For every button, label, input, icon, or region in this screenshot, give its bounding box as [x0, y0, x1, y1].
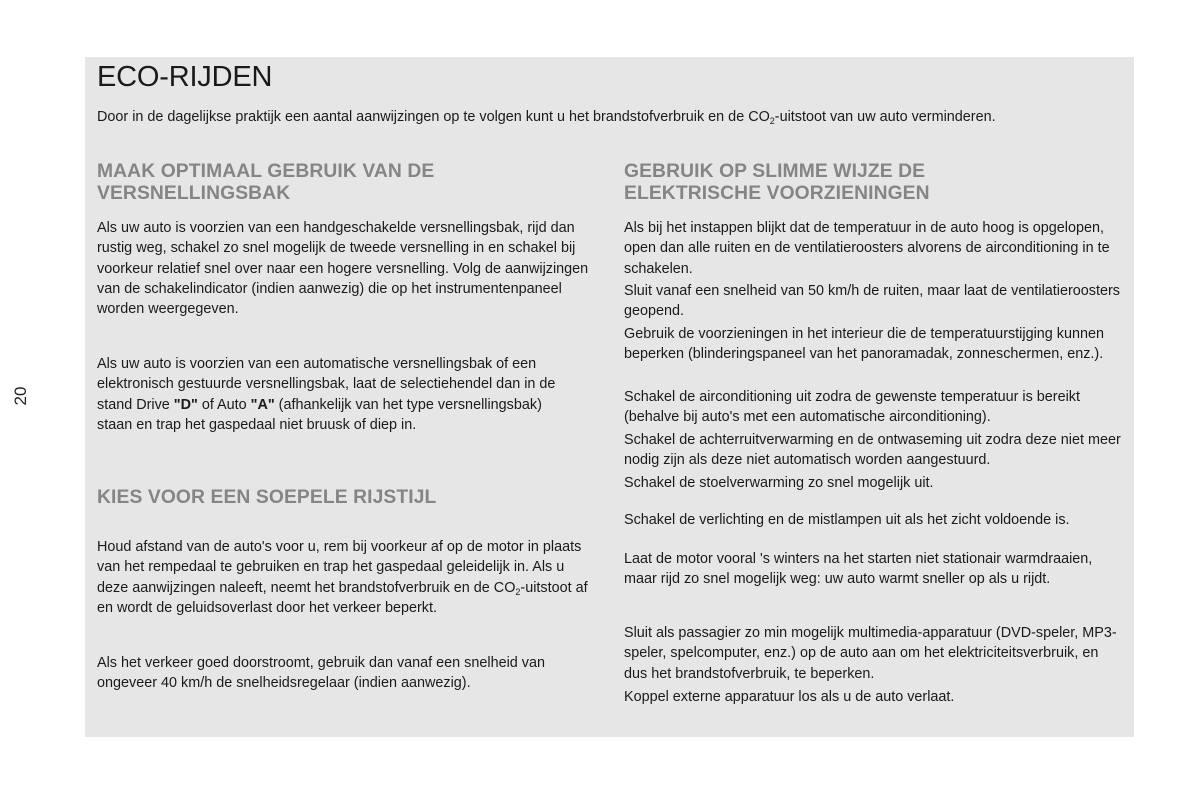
intro-text	[97, 107, 996, 127]
para2-c: of Auto	[197, 396, 251, 413]
paragraph-cruise-control: Als het verkeer goed doorstroomt, gebruik dan vanaf een snelheid van ongeveer 40 km/h de snelheidsregelaar (indien aanwezig).	[97, 655, 545, 692]
intro-text-start: Door in de dagelijkse praktijk een aantal aanwijzingen op te volgen kunt u het brandstofverbruik en de CO	[97, 109, 770, 125]
para2-e: (afhankelijk van het type versnellingsbak) staan en trap het gaspedaal niet bruusk of diep in.	[97, 396, 542, 433]
paragraph-rear-heating: Schakel de achterruitverwarming en de ontwaseming uit zodra deze niet meer nodig zijn als deze niet automatisch worden aangestuurd.	[624, 432, 1121, 469]
paragraph-close-windows: Sluit vanaf een snelheid van 50 km/h de ruiten, maar laat de ventilatieroosters geopend.	[624, 283, 1120, 320]
heading-gearbox: MAAK OPTIMAAL GEBRUIK VAN DE VERSNELLINGSBAK	[97, 161, 435, 204]
intro-text-end: -uitstoot van uw auto verminderen.	[774, 109, 996, 125]
paragraph-manual-gearbox: Als uw auto is voorzien van een handgeschakelde versnellingsbak, rijd dan rustig weg, schakel zo snel mogelijk de tweede versnelling in en schakel bij voorkeur relatief snel over naar een hogere versnelling. Volg de aanwijzingen van de schakelindicator (indien aanwezig) die op het instrumentenpaneel worden weergegeven.	[97, 220, 589, 318]
page-title: ECO-RIJDEN	[97, 61, 273, 93]
auto-mode-a: "A"	[250, 396, 275, 413]
drive-mode-d: "D"	[173, 396, 198, 413]
para3-start: Houd afstand van de auto's voor u, rem bij voorkeur af op de motor in plaats van het rempedaal te gebruiken en trap het gaspedaal geleidelijk in. Als u deze aanwijzingen naleeft, neemt het brandstofverbruik en de CO	[97, 539, 582, 596]
heading-electrical: GEBRUIK OP SLIMME WIJZE DE ELEKTRISCHE VOORZIENINGEN	[624, 161, 930, 204]
paragraph-distance	[97, 537, 590, 618]
page-number: 20	[11, 386, 30, 406]
para3-end: -uitstoot af en wordt de geluidsoverlast door het verkeer beperkt.	[97, 579, 588, 616]
paragraph-automatic-gearbox	[97, 354, 579, 435]
paragraph-airco-off: Schakel de airconditioning uit zodra de gewenste temperatuur is bereikt (behalve bij auto's met een automatische airconditioning).	[624, 389, 1080, 426]
heading-smooth-driving: KIES VOOR EEN SOEPELE RIJSTIJL	[97, 487, 437, 508]
eco-driving-panel	[85, 57, 1134, 737]
paragraph-seat-heating: Schakel de stoelverwarming zo snel mogelijk uit.	[624, 475, 934, 491]
para3-subscript: 2	[515, 586, 521, 597]
paragraph-interior-shading: Gebruik de voorzieningen in het interieur die de temperatuurstijging kunnen beperken (blinderingspaneel van het panoramadak, zonneschermen, enz.).	[624, 326, 1104, 363]
para2-a: Als uw auto is voorzien van een automatische versnellingsbak of een elektronisch gestuurde versnellingsbak, laat de selectiehendel dan in de stand Drive	[97, 356, 556, 413]
paragraph-airco-start: Als bij het instappen blijkt dat de temperatuur in de auto hoog is opgelopen, open dan alle ruiten en de ventilatieroosters alvorens de airconditioning in te schakelen.	[624, 220, 1110, 277]
paragraph-engine-warmup: Laat de motor vooral 's winters na het starten niet stationair warmdraaien, maar rijd zo snel mogelijk weg: uw auto warmt sneller op als u rijdt.	[624, 551, 1093, 588]
paragraph-disconnect: Koppel externe apparatuur los als u de auto verlaat.	[624, 689, 955, 705]
intro-subscript: 2	[769, 116, 775, 126]
paragraph-lights: Schakel de verlichting en de mistlampen uit als het zicht voldoende is.	[624, 512, 1070, 528]
paragraph-multimedia: Sluit als passagier zo min mogelijk multimedia-apparatuur (DVD-speler, MP3-speler, spelcomputer, enz.) op de auto aan om het elektriciteitsverbruik, en dus het brandstofverbruik, te beperken.	[624, 625, 1117, 682]
